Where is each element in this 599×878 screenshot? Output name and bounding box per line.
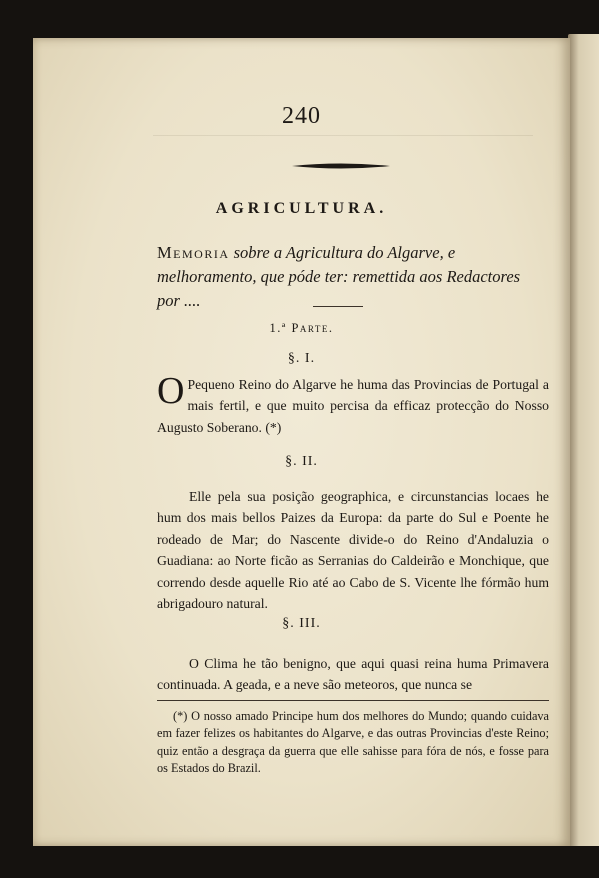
- bleed-through-shadow: [153, 135, 533, 144]
- section-paragraph-2: Elle pela sua posição geographica, e circunstancias locaes he hum dos mais bellos Paizes da Europa: da parte do Sul e Poente he rodeado de Mar; do Nascente divide-o do Reino d'Andaluzia o Guadiana: ao Norte ficão as Serranias do Caldeirão e Monchique, que correndo desde aquelle Rio até ao Cabo de S. Vicente lhe fórmão hum abrigadouro natural.: [157, 489, 549, 612]
- memoria-title-text: sobre a Agricultura do Algarve, e melhoramento, que póde ter: remettida aos Redactores por ....: [157, 243, 521, 310]
- book-page: [33, 38, 570, 846]
- title-rule: [313, 306, 363, 307]
- section-paragraph-1: [157, 370, 549, 438]
- section-heading-1: §. I.: [287, 351, 316, 366]
- memoria-lead: Memoria: [157, 243, 230, 262]
- footnote: [157, 708, 549, 778]
- adjacent-page-edge: [568, 34, 599, 846]
- ornament-rule: [292, 162, 390, 170]
- footnote-text: O nosso amado Principe hum dos melhores do Mundo; quando cuidava em fazer felizes os habitantes do Algarve, e das outras Provincias d'este Reino; quiz então a desgraça da guerra que elle sahisse para fóra de nós, e fosse para os Estados do Brazil.: [157, 709, 550, 776]
- section-title: AGRICULTURA.: [215, 200, 388, 217]
- memoria-title: [157, 241, 547, 313]
- drop-cap: O: [157, 370, 185, 412]
- footnote-mark: (*): [173, 709, 188, 723]
- page-number: 240: [282, 103, 321, 129]
- section-heading-2: §. II.: [285, 454, 318, 469]
- paragraph-text: Pequeno Reino do Algarve he huma das Provincias de Portugal a mais fertil, e que muito percisa da efficaz protecção do Nosso Augusto Soberano. (*): [157, 377, 549, 435]
- footnote-rule: [157, 700, 549, 701]
- section-heading-3: §. III.: [282, 616, 321, 631]
- section-paragraph-3: O Clima he tão benigno, que aqui quasi reina huma Primavera continuada. A geada, e a neve são meteoros, que nunca se: [157, 656, 549, 693]
- part-heading: 1.ª Parte.: [269, 321, 334, 335]
